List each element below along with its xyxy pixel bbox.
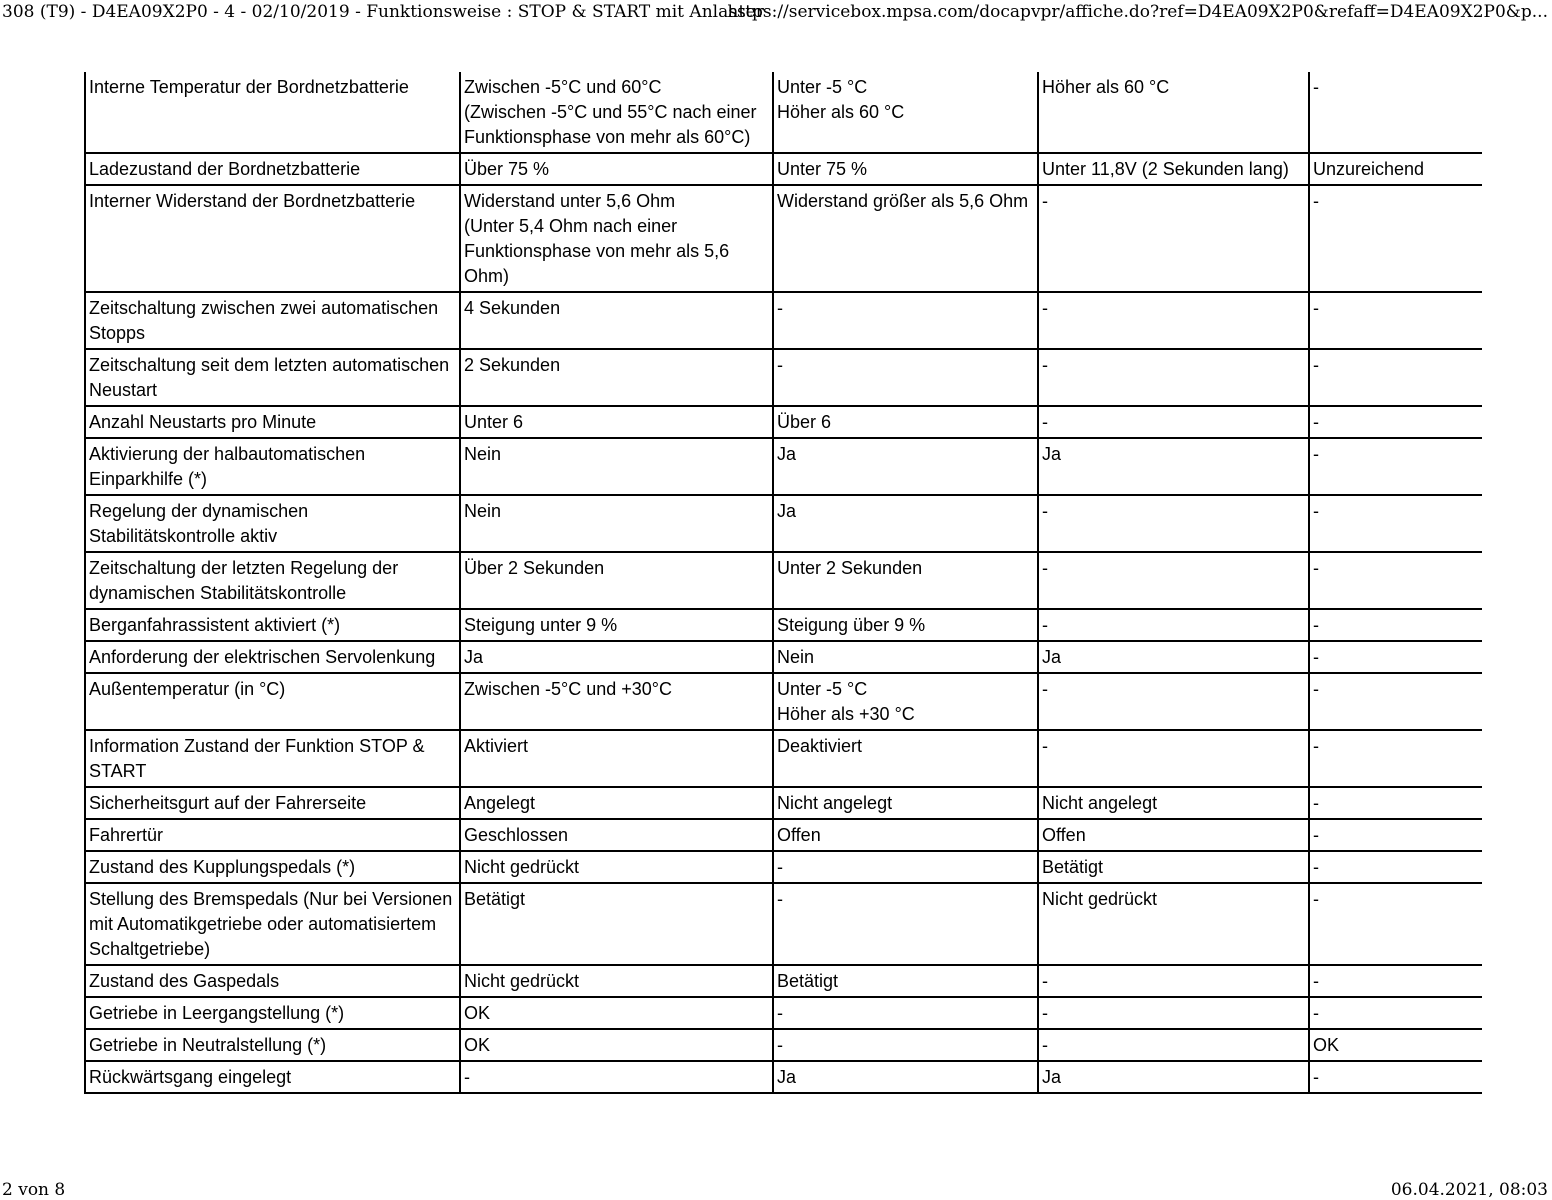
table-cell-condition-name: Zeitschaltung zwischen zwei automatischen Stopps xyxy=(85,292,460,349)
table-cell-value-b: Ja xyxy=(773,1061,1038,1093)
table-cell-value-c: Betätigt xyxy=(1038,851,1309,883)
table-cell-value-b: Deaktiviert xyxy=(773,730,1038,787)
table-cell-condition-name: Anzahl Neustarts pro Minute xyxy=(85,406,460,438)
table-cell-value-d: - xyxy=(1309,552,1482,609)
page-header-url: https://servicebox.mpsa.com/docapvpr/affiche.do?ref=D4EA09X2P0&refaff=D4EA09X2P0&p... xyxy=(727,2,1548,22)
table-row xyxy=(85,787,1482,819)
table-cell-condition-name: Anforderung der elektrischen Servolenkung xyxy=(85,641,460,673)
table-cell-value-a: Steigung unter 9 % xyxy=(460,609,773,641)
table-cell-value-d: - xyxy=(1309,819,1482,851)
table-cell-value-c: Nicht angelegt xyxy=(1038,787,1309,819)
table-cell-value-d: - xyxy=(1309,609,1482,641)
table-cell-value-a: - xyxy=(460,1061,773,1093)
table-cell-value-d: - xyxy=(1309,495,1482,552)
table-cell-condition-name: Rückwärtsgang eingelegt xyxy=(85,1061,460,1093)
table-cell-condition-name: Getriebe in Leergangstellung (*) xyxy=(85,997,460,1029)
table-cell-value-d: - xyxy=(1309,883,1482,965)
table-row xyxy=(85,72,1482,153)
table-cell-condition-name: Getriebe in Neutralstellung (*) xyxy=(85,1029,460,1061)
table-row xyxy=(85,641,1482,673)
table-cell-value-b: - xyxy=(773,1029,1038,1061)
table-cell-condition-name: Sicherheitsgurt auf der Fahrerseite xyxy=(85,787,460,819)
table-cell-condition-name: Interner Widerstand der Bordnetzbatterie xyxy=(85,185,460,292)
table-cell-value-b: Steigung über 9 % xyxy=(773,609,1038,641)
table-cell-value-d: - xyxy=(1309,965,1482,997)
page-header-title: 308 (T9) - D4EA09X2P0 - 4 - 02/10/2019 - Funktionsweise : STOP & START mit Anlasser xyxy=(2,2,764,22)
table-cell-value-c: Nicht gedrückt xyxy=(1038,883,1309,965)
table-cell-value-c: - xyxy=(1038,673,1309,730)
table-cell-value-a: Zwischen -5°C und +30°C xyxy=(460,673,773,730)
table-cell-value-a: Nein xyxy=(460,495,773,552)
table-cell-value-c: - xyxy=(1038,965,1309,997)
table-cell-value-b: Betätigt xyxy=(773,965,1038,997)
table-cell-condition-name: Aktivierung der halbautomatischen Einparkhilfe (*) xyxy=(85,438,460,495)
table-cell-value-c: Unter 11,8V (2 Sekunden lang) xyxy=(1038,153,1309,185)
table-cell-value-c: - xyxy=(1038,552,1309,609)
table-cell-value-a: Nicht gedrückt xyxy=(460,965,773,997)
table-cell-condition-name: Zeitschaltung seit dem letzten automatischen Neustart xyxy=(85,349,460,406)
conditions-table xyxy=(84,72,1482,1094)
table-cell-value-a: Angelegt xyxy=(460,787,773,819)
table-cell-value-d: - xyxy=(1309,292,1482,349)
table-cell-value-b: Ja xyxy=(773,495,1038,552)
table-row xyxy=(85,673,1482,730)
table-cell-value-d: - xyxy=(1309,997,1482,1029)
table-row xyxy=(85,609,1482,641)
table-cell-value-c: - xyxy=(1038,292,1309,349)
table-cell-value-b: - xyxy=(773,997,1038,1029)
table-cell-value-d: Unzureichend xyxy=(1309,153,1482,185)
table-cell-value-a: OK xyxy=(460,1029,773,1061)
conditions-table-body xyxy=(85,72,1482,1093)
table-cell-condition-name: Zustand des Kupplungspedals (*) xyxy=(85,851,460,883)
table-cell-value-b: Ja xyxy=(773,438,1038,495)
table-cell-value-c: - xyxy=(1038,495,1309,552)
table-row xyxy=(85,819,1482,851)
table-cell-value-a: Über 2 Sekunden xyxy=(460,552,773,609)
table-row xyxy=(85,153,1482,185)
table-cell-value-a: Zwischen -5°C und 60°C (Zwischen -5°C und 55°C nach einer Funktionsphase von mehr als 60°C) xyxy=(460,72,773,153)
table-row xyxy=(85,883,1482,965)
table-cell-condition-name: Ladezustand der Bordnetzbatterie xyxy=(85,153,460,185)
table-cell-value-c: Offen xyxy=(1038,819,1309,851)
table-cell-value-b: - xyxy=(773,851,1038,883)
table-cell-value-d: - xyxy=(1309,730,1482,787)
table-cell-value-b: Offen xyxy=(773,819,1038,851)
table-cell-value-a: Betätigt xyxy=(460,883,773,965)
table-cell-value-b: Unter -5 °C Höher als 60 °C xyxy=(773,72,1038,153)
table-cell-value-d: OK xyxy=(1309,1029,1482,1061)
table-cell-condition-name: Regelung der dynamischen Stabilitätskontrolle aktiv xyxy=(85,495,460,552)
table-cell-value-d: - xyxy=(1309,349,1482,406)
table-cell-value-d: - xyxy=(1309,406,1482,438)
table-row xyxy=(85,349,1482,406)
table-cell-value-a: Aktiviert xyxy=(460,730,773,787)
table-cell-value-c: Ja xyxy=(1038,641,1309,673)
table-cell-value-a: Ja xyxy=(460,641,773,673)
table-row xyxy=(85,1061,1482,1093)
table-row xyxy=(85,1029,1482,1061)
table-cell-condition-name: Stellung des Bremspedals (Nur bei Versionen mit Automatikgetriebe oder automatisiertem Schaltgetriebe) xyxy=(85,883,460,965)
table-cell-value-b: - xyxy=(773,292,1038,349)
table-row xyxy=(85,730,1482,787)
table-cell-value-a: 4 Sekunden xyxy=(460,292,773,349)
table-cell-value-a: Geschlossen xyxy=(460,819,773,851)
table-cell-value-c: - xyxy=(1038,997,1309,1029)
table-cell-condition-name: Interne Temperatur der Bordnetzbatterie xyxy=(85,72,460,153)
table-cell-value-b: Nein xyxy=(773,641,1038,673)
table-cell-value-d: - xyxy=(1309,438,1482,495)
table-row xyxy=(85,851,1482,883)
table-cell-value-c: - xyxy=(1038,730,1309,787)
table-cell-value-c: - xyxy=(1038,406,1309,438)
table-cell-value-b: Unter 2 Sekunden xyxy=(773,552,1038,609)
table-cell-value-c: Höher als 60 °C xyxy=(1038,72,1309,153)
table-cell-value-d: - xyxy=(1309,673,1482,730)
table-cell-value-c: - xyxy=(1038,185,1309,292)
page-footer-page-number: 2 von 8 xyxy=(2,1180,66,1200)
table-cell-value-d: - xyxy=(1309,787,1482,819)
table-cell-value-b: - xyxy=(773,349,1038,406)
table-cell-condition-name: Berganfahrassistent aktiviert (*) xyxy=(85,609,460,641)
table-cell-value-a: Unter 6 xyxy=(460,406,773,438)
table-cell-value-a: OK xyxy=(460,997,773,1029)
table-cell-value-b: Unter -5 °C Höher als +30 °C xyxy=(773,673,1038,730)
table-cell-value-c: - xyxy=(1038,1029,1309,1061)
table-row xyxy=(85,185,1482,292)
table-row xyxy=(85,965,1482,997)
page-footer-datetime: 06.04.2021, 08:03 xyxy=(1390,1180,1548,1200)
table-row xyxy=(85,438,1482,495)
table-cell-value-d: - xyxy=(1309,1061,1482,1093)
table-cell-condition-name: Information Zustand der Funktion STOP & START xyxy=(85,730,460,787)
table-row xyxy=(85,552,1482,609)
table-cell-condition-name: Außentemperatur (in °C) xyxy=(85,673,460,730)
table-row xyxy=(85,406,1482,438)
table-cell-value-d: - xyxy=(1309,185,1482,292)
table-cell-value-a: Widerstand unter 5,6 Ohm (Unter 5,4 Ohm nach einer Funktionsphase von mehr als 5,6 Ohm) xyxy=(460,185,773,292)
table-cell-value-c: Ja xyxy=(1038,438,1309,495)
table-cell-value-c: Ja xyxy=(1038,1061,1309,1093)
table-cell-value-d: - xyxy=(1309,851,1482,883)
table-cell-value-a: Nicht gedrückt xyxy=(460,851,773,883)
table-row xyxy=(85,997,1482,1029)
table-cell-value-b: Widerstand größer als 5,6 Ohm xyxy=(773,185,1038,292)
table-cell-value-c: - xyxy=(1038,349,1309,406)
table-cell-value-d: - xyxy=(1309,641,1482,673)
table-cell-value-b: Über 6 xyxy=(773,406,1038,438)
table-cell-value-a: 2 Sekunden xyxy=(460,349,773,406)
table-cell-value-a: Über 75 % xyxy=(460,153,773,185)
table-cell-value-d: - xyxy=(1309,72,1482,153)
table-cell-value-c: - xyxy=(1038,609,1309,641)
table-cell-value-b: - xyxy=(773,883,1038,965)
table-cell-value-a: Nein xyxy=(460,438,773,495)
table-cell-condition-name: Fahrertür xyxy=(85,819,460,851)
table-cell-condition-name: Zustand des Gaspedals xyxy=(85,965,460,997)
table-row xyxy=(85,495,1482,552)
table-cell-value-b: Unter 75 % xyxy=(773,153,1038,185)
table-row xyxy=(85,292,1482,349)
table-cell-condition-name: Zeitschaltung der letzten Regelung der dynamischen Stabilitätskontrolle xyxy=(85,552,460,609)
table-cell-value-b: Nicht angelegt xyxy=(773,787,1038,819)
